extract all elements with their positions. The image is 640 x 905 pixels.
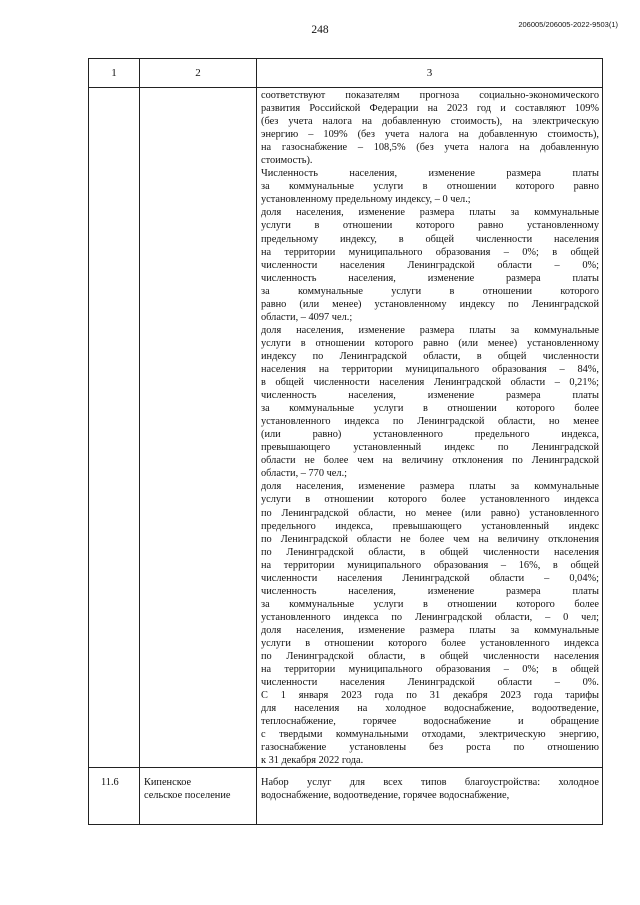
text-line: (или равно) установленного предельного индекса, [261,429,599,441]
text-line: по Ленинградской области, в общей численности населения [261,546,599,558]
text-line: предельного индекса, превышающего установленный индекс [261,520,599,532]
header-col-3: 3 [257,59,603,88]
row-name-cell [140,768,257,825]
text-line: к 31 декабря 2022 года. [261,755,364,767]
text-line: услуги в отношении которого более установленного индекса [261,494,599,506]
text-line: численности населения Ленинградской области – 0,04%; [261,572,599,584]
text-line: услуги в отношении которого более установленного индекса [261,637,599,649]
text-line: численность населения, изменение размера платы [261,272,599,284]
header-col-1: 1 [89,59,140,88]
row-number: 11.6 [101,777,119,789]
text-line: энергию – 109% (без учета налога на добавленную стоимость), [261,129,599,141]
text-line: за коммунальные услуги в отношении которого более [261,598,599,610]
name-line: сельское поселение [144,790,231,802]
text-line: доля населения, изменение размера платы за коммунальные [261,481,599,493]
table-header-row [89,59,603,88]
text-line: области не более чем на величину отклонения по Ленинградской [261,455,599,467]
row-text [257,768,602,802]
header-col-2: 2 [140,59,257,88]
text-line: Численность населения, изменение размера платы [261,168,599,180]
text-line: области, – 770 чел.; [261,468,348,480]
settlement-name [140,768,256,802]
text-line: установленного индекса по Ленинградской области, – 0 чел; [261,611,599,623]
continuation-text [257,88,602,767]
text-line: Набор услуг для всех типов благоустройства: холодное [261,777,599,789]
text-line: численность населения, изменение размера платы [261,390,599,402]
text-line: равно (или менее) установленному индексу по Ленинградской [261,298,599,310]
text-line: газоснабжение установлены без роста по отношению [261,742,599,754]
text-line: развития Российской Федерации на 2023 год и составляют 109% [261,103,599,115]
text-line: услуги в отношении которого равно установленному [261,220,599,232]
page-number: 248 [311,24,329,36]
table-row-11-6 [89,768,603,825]
text-line: доля населения, изменение размера платы за коммунальные [261,207,599,219]
row-number-cell [89,88,140,768]
text-line: доля населения, изменение размера платы за коммунальные [261,324,599,336]
text-line: индексу по Ленинградской области, в общей численности [261,350,599,362]
text-line: водоснабжение, водоотведение, горячее водоснабжение, [261,790,510,802]
text-line: за коммунальные услуги в отношении которого более [261,403,599,415]
text-line: доля населения, изменение размера платы за коммунальные [261,624,599,636]
text-line: установленного индекса по Ленинградской области, но менее [261,416,599,428]
text-line: услуги в отношении которого равно (или менее) установленному [261,337,599,349]
text-line: в общей численности населения Ленинградской области – 0,21%; [261,377,599,389]
text-line: по Ленинградской области, но менее (или равно) установленного [261,507,599,519]
text-line: численность населения, изменение размера платы [261,585,599,597]
name-line: Кипенское [144,777,192,789]
text-line: превышающего установленный индекс по Ленинградской [261,442,599,454]
text-line: на территории муниципального образования – 16%, в общей [261,559,599,571]
row-number-cell [89,768,140,825]
text-line: численности населения Ленинградской области – 0%; [261,259,599,271]
text-line: предельному индексу, в общей численности населения [261,233,599,245]
text-line: (без учета налога на добавленную стоимость), на электрическую [261,116,599,128]
table-row-continuation [89,88,603,768]
text-line: населения на территории муниципального образования – 84%, [261,363,599,375]
tariff-table [88,58,603,825]
row-text-cell [257,768,603,825]
text-line: соответствуют показателям прогноза социально-экономического [261,90,599,101]
text-line: С 1 января 2023 года по 31 декабря 2023 года тарифы [261,690,599,702]
text-line: по Ленинградской области не более чем на величину отклонения [261,533,599,545]
text-line: численности населения Ленинградской области – 0%. [261,677,599,689]
text-line: установленному предельному индексу, – 0 чел.; [261,194,471,206]
text-line: стоимость). [261,155,313,167]
text-line: для населения на холодное водоснабжение, водоотведение, [261,703,599,715]
text-line: за коммунальные услуги в отношении которого равно [261,181,599,193]
row-name-cell [140,88,257,768]
text-line: за коммунальные услуги в отношении которого [261,285,599,297]
text-line: области, – 4097 чел.; [261,311,353,323]
text-line: по Ленинградской области, в общей численности населения [261,651,599,663]
text-line: на территории муниципального образования – 0%; в общей [261,664,599,676]
row-text-cell [257,88,603,768]
text-line: на газоснабжение – 108,5% (без учета налога на добавленную [261,142,599,154]
text-line: с твердыми коммунальными отходами, электрическую энергию, [261,729,599,741]
text-line: на территории муниципального образования – 0%; в общей [261,246,599,258]
text-line: теплоснабжение, горячее водоснабжение и обращение [261,716,599,728]
document-id: 206005/206005-2022-9503(1) [518,20,618,29]
